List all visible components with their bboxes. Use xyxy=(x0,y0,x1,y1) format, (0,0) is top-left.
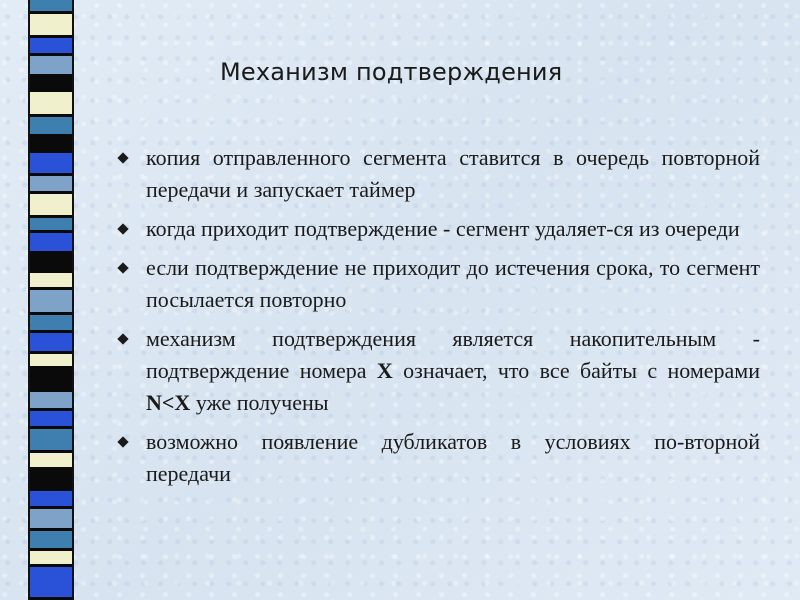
bullet-text: означает, что все байты с номерами xyxy=(392,358,760,383)
bullet-text: уже получены xyxy=(190,390,329,415)
stripe-segment xyxy=(30,194,72,218)
stripe-segment xyxy=(30,369,72,392)
stripe-segment xyxy=(30,567,72,600)
decorative-stripe-bar xyxy=(28,0,74,600)
bullet-item xyxy=(114,142,760,206)
stripe-segment xyxy=(30,491,72,509)
bullet-text: если подтверждение не приходит до истечения срока, то сегмент посылается повторно xyxy=(146,255,760,312)
bullet-text: возможно появление дубликатов в условиях по-вторной передачи xyxy=(146,429,760,486)
bullet-item xyxy=(114,323,760,419)
bullet-item xyxy=(114,426,760,490)
bullet-item xyxy=(114,213,760,245)
stripe-segment xyxy=(30,38,72,56)
bullet-text: механизм подтверждения является накопительным - подтверждение номера xyxy=(146,326,760,383)
slide-content xyxy=(96,0,800,600)
stripe-segment xyxy=(30,233,72,254)
diamond-bullet-icon xyxy=(117,436,128,447)
stripe-segment xyxy=(30,531,72,551)
stripe-segment xyxy=(30,218,72,233)
stripe-segment xyxy=(30,254,72,274)
stripe-segment xyxy=(30,77,72,92)
stripe-segment xyxy=(30,92,72,118)
stripe-segment xyxy=(30,429,72,453)
bullet-text: копия отправленного сегмента ставится в очередь повторной передачи и запускает таймер xyxy=(146,145,760,202)
stripe-segment xyxy=(30,354,72,369)
slide-title: Механизм подтверждения xyxy=(220,58,563,86)
stripe-segment xyxy=(30,273,72,290)
stripe-segment xyxy=(30,290,72,316)
stripe-segment xyxy=(30,14,72,38)
stripe-segment xyxy=(30,0,72,14)
stripe-segment xyxy=(30,315,72,333)
stripe-segment xyxy=(30,117,72,137)
stripe-segment xyxy=(30,176,72,194)
stripe-segment xyxy=(30,153,72,176)
bullet-text-bold: N<X xyxy=(146,390,191,415)
stripe-segment xyxy=(30,551,72,568)
diamond-bullet-icon xyxy=(117,223,128,234)
bullet-item xyxy=(114,252,760,316)
stripe-segment xyxy=(30,453,72,470)
stripe-segment xyxy=(30,56,72,77)
stripe-segment xyxy=(30,411,72,429)
diamond-bullet-icon xyxy=(117,333,128,344)
stripe-segment xyxy=(30,509,72,532)
stripe-segment xyxy=(30,392,72,412)
bullet-list xyxy=(114,142,760,497)
bullet-text-bold: X xyxy=(376,358,393,383)
bullet-text: когда приходит подтверждение - сегмент удаляет-ся из очереди xyxy=(146,216,740,241)
diamond-bullet-icon xyxy=(117,152,128,163)
stripe-segment xyxy=(30,137,72,154)
stripe-segment xyxy=(30,470,72,491)
diamond-bullet-icon xyxy=(117,262,128,273)
stripe-segment xyxy=(30,333,72,354)
